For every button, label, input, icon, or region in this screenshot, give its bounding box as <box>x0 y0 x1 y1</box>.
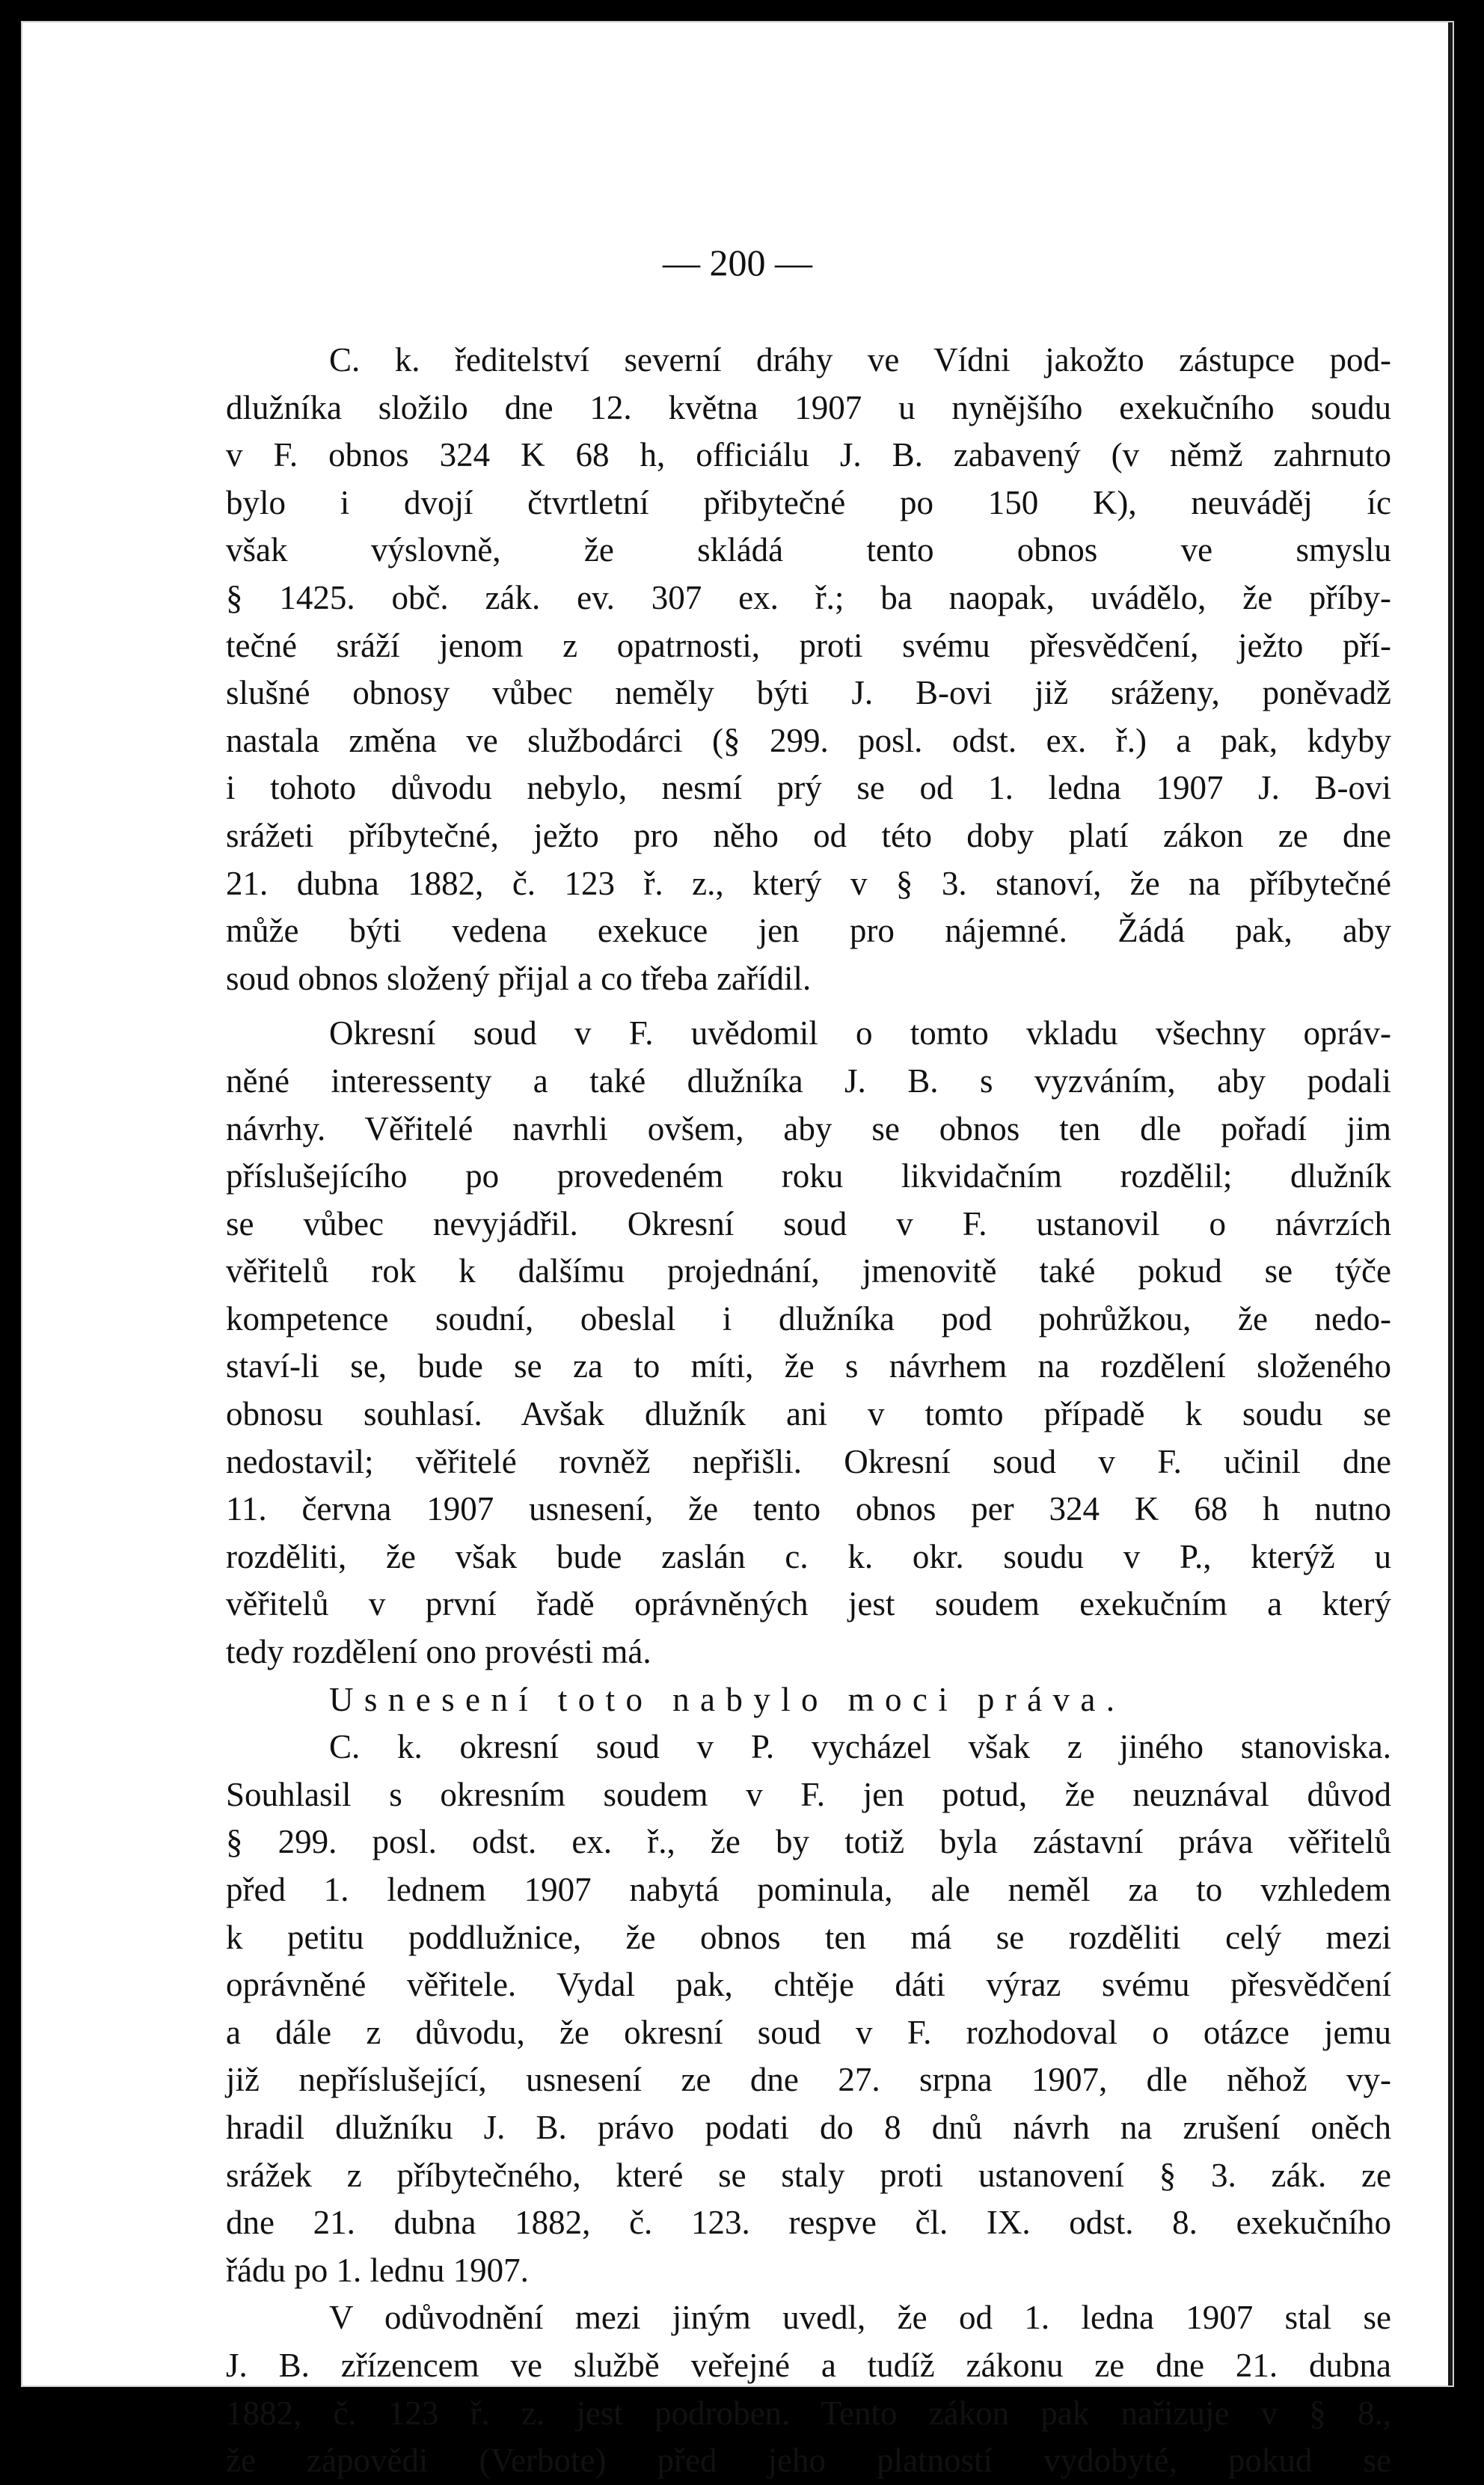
text-line: tečné sráží jenom z opatrnosti, proti svému přesvědčení, ježto pří- <box>226 626 1391 664</box>
text-line: soud obnos složený přijal a co třeba zařídil. <box>226 959 812 997</box>
book-page <box>21 21 1454 2480</box>
text-line: tedy rozdělení ono provésti má. <box>226 1633 651 1671</box>
text-line: však výslovně, že skládá tento obnos ve smyslu <box>226 531 1391 569</box>
text-line: Usnesení toto nabylo moci práva. <box>329 1680 1126 1718</box>
text-line: § 299. posl. odst. ex. ř., že by totiž byla zástavní práva věřitelů <box>226 1823 1391 1861</box>
text-line: může býti vedena exekuce jen pro nájemné. Žádá pak, aby <box>226 912 1391 950</box>
text-line: V odůvodnění mezi jiným uvedl, že od 1. ledna 1907 stal se <box>329 2299 1391 2337</box>
text-line: staví-li se, bude se za to míti, že s návrhem na rozdělení složeného <box>226 1347 1391 1385</box>
paragraph-5 <box>226 2294 1391 2484</box>
text-line: 1882, č. 123 ř. z. jest podroben. Tento zákon pak nařizuje v § 8., <box>226 2394 1391 2432</box>
text-line: příslušejícího po provedeném roku likvidačním rozdělil; dlužník <box>226 1157 1391 1195</box>
text-line: rozděliti, že však bude zaslán c. k. okr. soudu v P., kterýž u <box>226 1537 1391 1575</box>
text-line: C. k. okresní soud v P. vycházel však z jiného stanoviska. <box>329 1728 1391 1766</box>
text-line: již nepříslušející, usnesení ze dne 27. srpna 1907, dle něhož vy- <box>226 2061 1391 2099</box>
page-number: — 200 — <box>663 242 812 284</box>
paragraph-1 <box>226 337 1391 1002</box>
text-line: oprávněné věřitele. Vydal pak, chtěje dáti výraz svému přesvědčení <box>226 1966 1391 2004</box>
text-line: dne 21. dubna 1882, č. 123. respve čl. IX. odst. 8. exekučního <box>226 2204 1391 2242</box>
text-line: slušné obnosy vůbec neměly býti J. B-ovi již sráženy, poněvadž <box>226 674 1391 712</box>
text-line: že zápovědi (Verbote) před jeho platností vydobyté, pokud se <box>226 2442 1391 2480</box>
paragraph-3 <box>226 1676 1391 1724</box>
text-line: řádu po 1. lednu 1907. <box>226 2251 529 2289</box>
text-line: nedostavil; věřitelé rovněž nepřišli. Okresní soud v F. učinil dne <box>226 1442 1391 1480</box>
text-line: a dále z důvodu, že okresní soud v F. rozhodoval o otázce jemu <box>226 2013 1391 2051</box>
text-line: dlužníka složilo dne 12. května 1907 u nynějšího exekučního soudu <box>226 388 1391 426</box>
text-line: před 1. lednem 1907 nabytá pominula, ale neměl za to vzhledem <box>226 1871 1391 1908</box>
text-line: srážek z příbytečného, které se staly proti ustanovení § 3. zák. ze <box>226 2156 1391 2194</box>
text-line: bylo i dvojí čtvrtletní přibytečné po 150 K), neuváděj íc <box>226 483 1391 521</box>
text-line: nastala změna ve službodárci (§ 299. posl. odst. ex. ř.) a pak, kdyby <box>226 721 1391 759</box>
paragraph-2 <box>226 1010 1391 1676</box>
text-line: srážeti příbytečné, ježto pro něho od této doby platí zákon ze dne <box>226 816 1391 854</box>
text-line: 21. dubna 1882, č. 123 ř. z., který v § 3. stanoví, že na příbytečné <box>226 864 1391 902</box>
text-line: v F. obnos 324 K 68 h, officiálu J. B. zabavený (v němž zahrnuto <box>226 436 1391 474</box>
text-line: se vůbec nevyjádřil. Okresní soud v F. ustanovil o návrzích <box>226 1204 1391 1242</box>
text-line: návrhy. Věřitelé navrhli ovšem, aby se obnos ten dle pořadí jim <box>226 1109 1391 1147</box>
text-line: věřitelů v první řadě oprávněných jest soudem exekučním a který <box>226 1585 1391 1623</box>
page-edge-shadow <box>1448 22 1453 2386</box>
text-line: Okresní soud v F. uvědomil o tomto vkladu všechny opráv- <box>329 1014 1391 1052</box>
text-line: hradil dlužníku J. B. právo podati do 8 dnů návrh na zrušení oněch <box>226 2108 1391 2146</box>
text-line: J. B. zřízencem ve službě veřejné a tudíž zákonu ze dne 21. dubna <box>226 2346 1391 2384</box>
paragraph-4 <box>226 1723 1391 2294</box>
text-line: § 1425. obč. zák. ev. 307 ex. ř.; ba naopak, uvádělo, že příby- <box>226 578 1391 616</box>
text-line: i tohoto důvodu nebylo, nesmí prý se od 1. ledna 1907 J. B-ovi <box>226 769 1391 807</box>
text-line: něné interessenty a také dlužníka J. B. s vyzváním, aby podali <box>226 1061 1391 1100</box>
text-line: obnosu souhlasí. Avšak dlužník ani v tomto případě k soudu se <box>226 1395 1391 1433</box>
text-line: Souhlasil s okresním soudem v F. jen potud, že neuznával důvod <box>226 1775 1391 1813</box>
text-line: C. k. ředitelství severní dráhy ve Vídni jakožto zástupce pod- <box>329 341 1391 379</box>
text-line: 11. června 1907 usnesení, že tento obnos per 324 K 68 h nutno <box>226 1490 1391 1528</box>
text-line: kompetence soudní, obeslal i dlužníka pod pohrůžkou, že nedo- <box>226 1299 1391 1338</box>
text-line: věřitelů rok k dalšímu projednání, jmenovitě také pokud se týče <box>226 1252 1391 1290</box>
text-line: k petitu poddlužnice, že obnos ten má se rozděliti celý mezi <box>226 1918 1391 1956</box>
body-text <box>226 337 1391 2485</box>
